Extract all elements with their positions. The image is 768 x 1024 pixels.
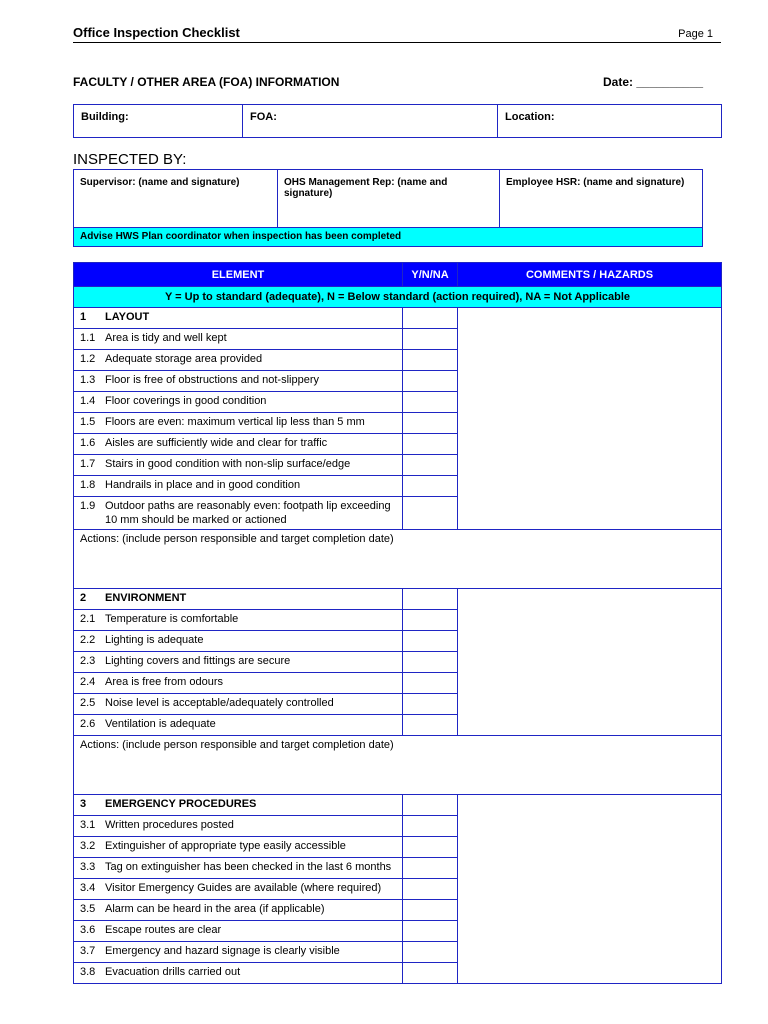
location-label: Location: <box>505 111 555 123</box>
item-number: 1.6 <box>80 437 96 449</box>
item-number: 1.2 <box>80 353 96 365</box>
element-cell <box>74 694 403 715</box>
yn-input-cell[interactable] <box>403 497 458 530</box>
yn-input-cell[interactable] <box>403 371 458 392</box>
foa-section-title: FACULTY / OTHER AREA (FOA) INFORMATION <box>73 75 340 89</box>
inspected-by-title: INSPECTED BY: <box>73 151 187 168</box>
yn-input-cell[interactable] <box>403 921 458 942</box>
comments-column-header: COMMENTS / HAZARDS <box>458 263 722 287</box>
element-cell <box>74 631 403 652</box>
section-title: ENVIRONMENT <box>105 592 187 604</box>
actions-label: Actions: (include person responsible and target completion date) <box>80 533 394 545</box>
item-text: Area is free from odours <box>105 676 223 688</box>
actions-field[interactable] <box>74 736 722 795</box>
item-text: Ventilation is adequate <box>105 718 216 730</box>
element-cell <box>74 329 403 350</box>
yn-input-cell[interactable] <box>403 694 458 715</box>
item-text: Floor coverings in good condition <box>105 395 267 407</box>
yn-input-cell[interactable] <box>403 392 458 413</box>
building-field[interactable] <box>74 105 243 138</box>
item-number: 1.3 <box>80 374 96 386</box>
item-number: 3.4 <box>80 882 96 894</box>
building-label: Building: <box>81 111 129 123</box>
item-number: 3.5 <box>80 903 96 915</box>
item-number: 3.8 <box>80 966 96 978</box>
element-cell <box>74 476 403 497</box>
yn-input-cell[interactable] <box>403 308 458 329</box>
yn-input-cell[interactable] <box>403 942 458 963</box>
item-text: Temperature is comfortable <box>105 613 239 625</box>
section-title: LAYOUT <box>105 311 150 323</box>
item-number: 2.6 <box>80 718 96 730</box>
yn-input-cell[interactable] <box>403 879 458 900</box>
element-cell <box>74 921 403 942</box>
item-text: Noise level is acceptable/adequately controlled <box>105 697 334 709</box>
item-text: Handrails in place and in good condition <box>105 479 301 491</box>
yn-input-cell[interactable] <box>403 631 458 652</box>
advise-banner: Advise HWS Plan coordinator when inspection has been completed <box>74 228 703 247</box>
comments-hazards-cell[interactable] <box>458 795 722 984</box>
element-cell <box>74 413 403 434</box>
item-number: 1.8 <box>80 479 96 491</box>
hsr-signature-field[interactable] <box>500 170 703 228</box>
element-cell <box>74 455 403 476</box>
item-text: Lighting covers and fittings are secure <box>105 655 291 667</box>
item-number: 1.1 <box>80 332 96 344</box>
ohs-label: OHS Management Rep: (name and signature) <box>284 177 448 199</box>
item-text: Alarm can be heard in the area (if applicable) <box>105 903 325 915</box>
element-cell <box>74 715 403 736</box>
element-cell <box>74 610 403 631</box>
document-title: Office Inspection Checklist <box>73 25 240 40</box>
element-cell <box>74 837 403 858</box>
item-number: 2.4 <box>80 676 96 688</box>
date-field[interactable]: Date: __________ <box>603 75 704 89</box>
item-number: 1.7 <box>80 458 96 470</box>
item-number: 2.2 <box>80 634 96 646</box>
element-cell <box>74 350 403 371</box>
yn-input-cell[interactable] <box>403 900 458 921</box>
page-number: Page 1 <box>678 28 713 40</box>
item-number: 1.4 <box>80 395 96 407</box>
item-text: Tag on extinguisher has been checked in the last 6 months <box>105 861 392 873</box>
yn-input-cell[interactable] <box>403 329 458 350</box>
section-header-row <box>74 308 722 329</box>
item-number: 3.7 <box>80 945 96 957</box>
yn-input-cell[interactable] <box>403 837 458 858</box>
yn-input-cell[interactable] <box>403 673 458 694</box>
item-number: 1.9 <box>80 500 96 512</box>
section-title: EMERGENCY PROCEDURES <box>105 798 257 810</box>
section-number: 1 <box>80 311 87 323</box>
actions-label: Actions: (include person responsible and target completion date) <box>80 739 394 751</box>
comments-hazards-cell[interactable] <box>458 308 722 530</box>
element-cell <box>74 497 403 530</box>
section-number: 2 <box>80 592 87 604</box>
item-text: Outdoor paths are reasonably even: footpath lip exceeding 10 mm should be marked or actioned <box>105 500 391 526</box>
yn-input-cell[interactable] <box>403 350 458 371</box>
yn-input-cell[interactable] <box>403 476 458 497</box>
supervisor-signature-field[interactable] <box>74 170 278 228</box>
location-table <box>73 104 722 138</box>
yn-input-cell[interactable] <box>403 413 458 434</box>
item-text: Written procedures posted <box>105 819 234 831</box>
element-column-header: ELEMENT <box>74 263 403 287</box>
element-cell <box>74 879 403 900</box>
section-header-row <box>74 795 722 816</box>
item-text: Emergency and hazard signage is clearly visible <box>105 945 340 957</box>
signature-table <box>73 169 703 247</box>
location-field[interactable] <box>498 105 722 138</box>
item-text: Evacuation drills carried out <box>105 966 241 978</box>
section-title-cell <box>74 795 403 816</box>
item-text: Stairs in good condition with non-slip surface/edge <box>105 458 351 470</box>
yn-input-cell[interactable] <box>403 589 458 610</box>
item-text: Area is tidy and well kept <box>105 332 227 344</box>
element-cell <box>74 371 403 392</box>
item-number: 2.5 <box>80 697 96 709</box>
yn-input-cell[interactable] <box>403 858 458 879</box>
item-text: Floors are even: maximum vertical lip less than 5 mm <box>105 416 365 428</box>
element-cell <box>74 434 403 455</box>
element-cell <box>74 963 403 984</box>
section-title-cell <box>74 308 403 329</box>
item-number: 1.5 <box>80 416 96 428</box>
section-number: 3 <box>80 798 87 810</box>
supervisor-label: Supervisor: (name and signature) <box>80 177 240 188</box>
item-text: Extinguisher of appropriate type easily accessible <box>105 840 346 852</box>
element-cell <box>74 652 403 673</box>
actions-field[interactable] <box>74 530 722 589</box>
element-cell <box>74 900 403 921</box>
yn-column-header: Y/N/NA <box>403 263 458 287</box>
table-header-row <box>74 263 722 287</box>
ohs-signature-field[interactable] <box>278 170 500 228</box>
element-cell <box>74 942 403 963</box>
yn-input-cell[interactable] <box>403 434 458 455</box>
legend-text: Y = Up to standard (adequate), N = Below standard (action required), NA = Not Applicable <box>74 287 722 308</box>
header-divider <box>73 42 721 43</box>
element-cell <box>74 816 403 837</box>
checklist-table <box>73 262 722 984</box>
item-text: Visitor Emergency Guides are available (where required) <box>105 882 382 894</box>
item-text: Escape routes are clear <box>105 924 222 936</box>
yn-input-cell[interactable] <box>403 963 458 984</box>
item-number: 2.3 <box>80 655 96 667</box>
foa-field[interactable] <box>243 105 498 138</box>
section-title-cell <box>74 589 403 610</box>
item-number: 2.1 <box>80 613 96 625</box>
item-text: Floor is free of obstructions and not-slippery <box>105 374 319 386</box>
item-number: 3.1 <box>80 819 96 831</box>
actions-row <box>74 530 722 589</box>
item-number: 3.6 <box>80 924 96 936</box>
yn-input-cell[interactable] <box>403 610 458 631</box>
hsr-label: Employee HSR: (name and signature) <box>506 177 685 188</box>
element-cell <box>74 858 403 879</box>
item-text: Lighting is adequate <box>105 634 204 646</box>
comments-hazards-cell[interactable] <box>458 589 722 736</box>
item-number: 3.3 <box>80 861 96 873</box>
element-cell <box>74 392 403 413</box>
item-text: Adequate storage area provided <box>105 353 263 365</box>
actions-row <box>74 736 722 795</box>
item-number: 3.2 <box>80 840 96 852</box>
yn-input-cell[interactable] <box>403 455 458 476</box>
element-cell <box>74 673 403 694</box>
item-text: Aisles are sufficiently wide and clear for traffic <box>105 437 328 449</box>
yn-input-cell[interactable] <box>403 816 458 837</box>
yn-input-cell[interactable] <box>403 715 458 736</box>
yn-input-cell[interactable] <box>403 652 458 673</box>
yn-input-cell[interactable] <box>403 795 458 816</box>
section-header-row <box>74 589 722 610</box>
foa-label: FOA: <box>250 111 277 123</box>
legend-row <box>74 287 722 308</box>
